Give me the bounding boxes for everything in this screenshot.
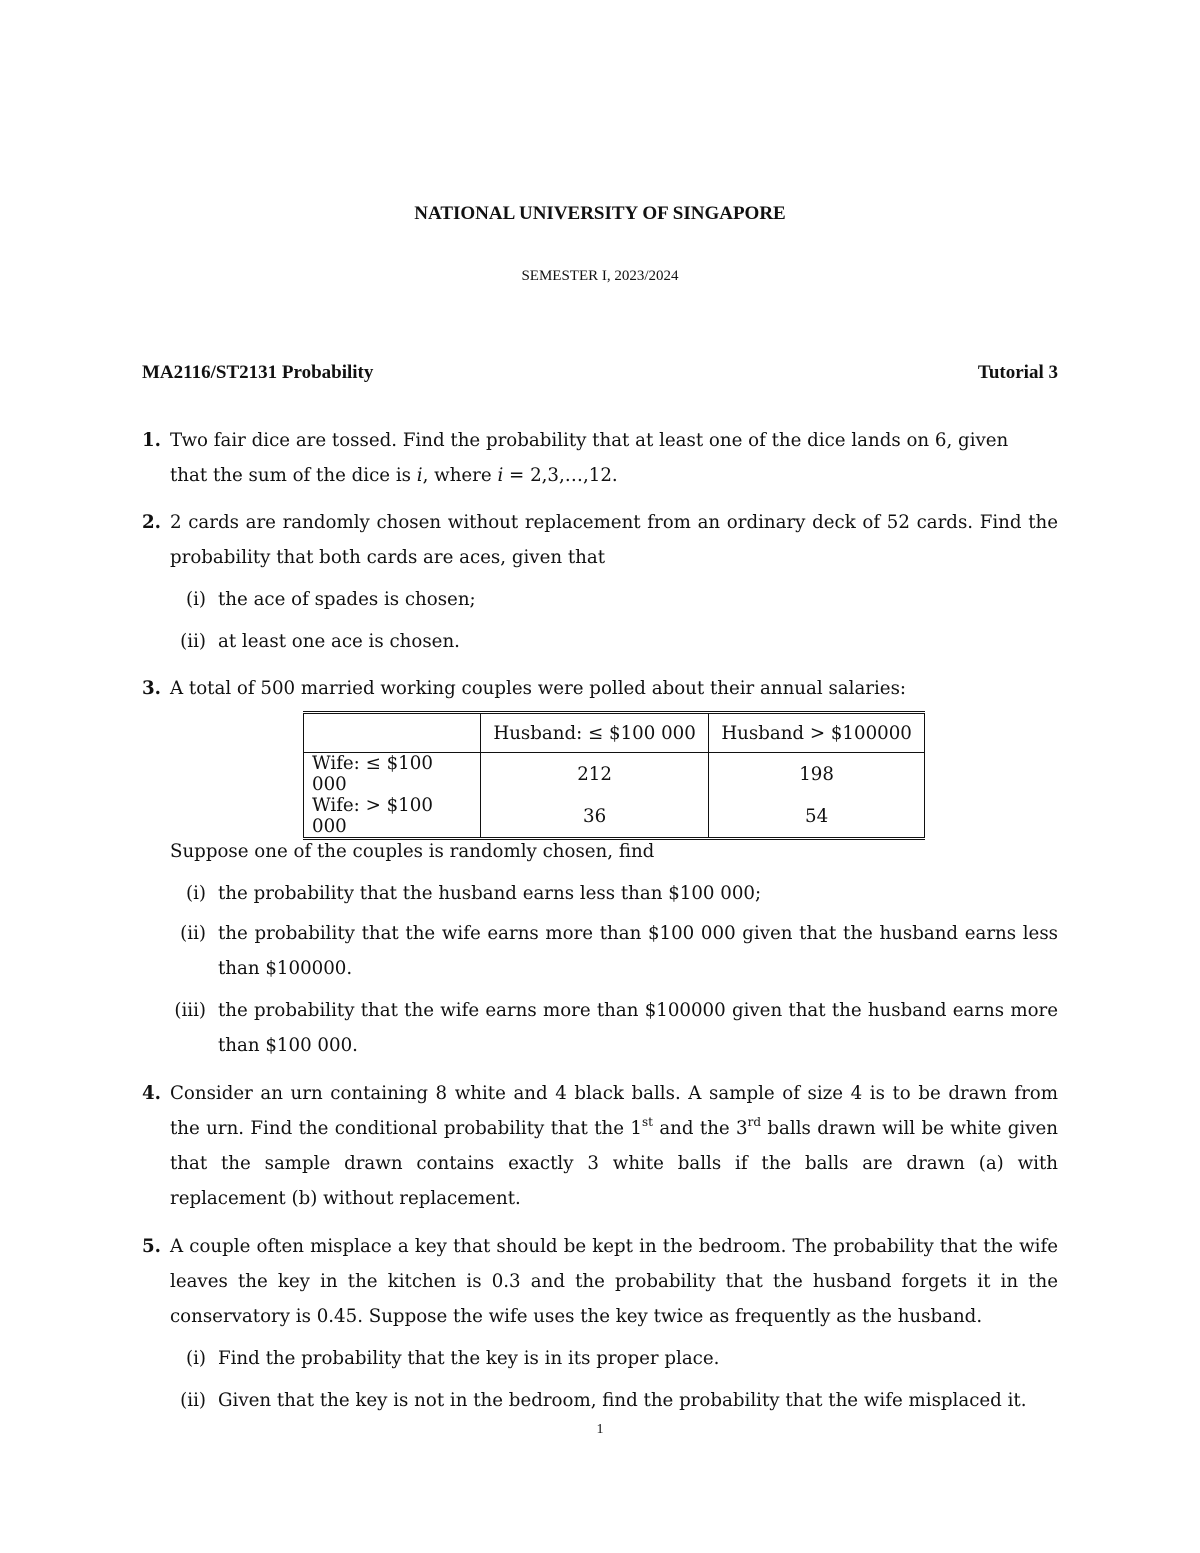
- table-cell: 54: [709, 795, 925, 839]
- part-label: (ii): [180, 1390, 206, 1411]
- part-text: Given that the key is not in the bedroom, find the probability that the wife misplaced it.: [218, 1390, 1027, 1411]
- question-number: 1.: [142, 430, 161, 451]
- table-header-cell: Husband: ≤ $100 000: [481, 713, 709, 753]
- course-header: [142, 362, 1058, 384]
- question-3-part-i: [142, 876, 1058, 911]
- part-text: the probability that the husband earns less than $100 000;: [218, 883, 762, 904]
- question-3: [142, 671, 1058, 706]
- question-line: Two fair dice are tossed. Find the probability that at least one of the dice lands on 6, given: [170, 430, 1009, 451]
- ordinal-suffix: rd: [747, 1114, 762, 1129]
- question-text: [170, 423, 1058, 493]
- part-text: at least one ace is chosen.: [218, 631, 460, 652]
- question-text: [170, 1076, 1058, 1216]
- part-label: (i): [185, 589, 206, 610]
- part-text: the probability that the wife earns more than $100000 given that the husband earns more than $100 000.: [218, 1000, 1058, 1056]
- page-number: 1: [596, 1422, 604, 1437]
- question-text: A total of 500 married working couples were polled about their annual salaries:: [170, 678, 907, 699]
- table-cell: 198: [709, 753, 925, 796]
- question-3-part-ii: [142, 916, 1058, 986]
- question-5-part-ii: [142, 1383, 1058, 1418]
- question-2-part-i: [142, 582, 1058, 617]
- question-text: 2 cards are randomly chosen without replacement from an ordinary deck of 52 cards. Find the probability that both cards are aces, given that: [170, 512, 1058, 568]
- question-line: = 2,3,…,12.: [503, 465, 618, 486]
- table-header-row: [304, 713, 925, 753]
- question-text-part: balls drawn will be white given that the sample drawn contains exactly 3 white balls if the balls are drawn (a) with replacement (b) without replacement.: [170, 1118, 1058, 1209]
- question-text-part: Consider an urn containing 8 white and 4 black balls. A sample of size 4 is to be drawn from the urn. Find the conditional probability that the 1: [170, 1083, 1058, 1139]
- question-text: A couple often misplace a key that should be kept in the bedroom. The probability that the wife leaves the key in the kitchen is 0.3 and the probability that the husband forgets it in the conservatory is 0.45. Suppose the wife uses the key twice as frequently as the husband.: [170, 1236, 1058, 1327]
- table-header-cell: [304, 713, 481, 753]
- question-number: 5.: [142, 1236, 161, 1257]
- question-text-part: and the 3: [652, 1118, 748, 1139]
- part-label: (i): [185, 883, 206, 904]
- question-5: [142, 1229, 1058, 1334]
- course-title: MA2116/ST2131 Probability: [142, 362, 374, 383]
- part-label: (i): [185, 1348, 206, 1369]
- table-cell: 212: [481, 753, 709, 796]
- tutorial-label: Tutorial 3: [977, 362, 1058, 383]
- question-line: that the sum of the dice is: [170, 465, 417, 486]
- question-number: 2.: [142, 512, 161, 533]
- question-line: , where: [422, 465, 498, 486]
- part-label: (ii): [180, 923, 206, 944]
- part-text: the ace of spades is chosen;: [218, 589, 476, 610]
- question-2: [142, 505, 1058, 575]
- question-number: 3.: [142, 678, 161, 699]
- part-label: (iii): [174, 1000, 206, 1021]
- math-variable: i: [497, 465, 504, 486]
- question-2-part-ii: [142, 624, 1058, 659]
- part-label: (ii): [180, 631, 206, 652]
- part-text: the probability that the wife earns more than $100 000 given that the husband earns less than $100000.: [218, 923, 1058, 979]
- table-row: [304, 753, 925, 796]
- table-header-cell: Husband > $100000: [709, 713, 925, 753]
- part-text: Find the probability that the key is in its proper place.: [218, 1348, 720, 1369]
- table-row: [304, 795, 925, 839]
- question-4: [142, 1076, 1058, 1216]
- table-row-label: Wife: > $100 000: [304, 795, 481, 839]
- table-row-label: Wife: ≤ $100 000: [304, 753, 481, 796]
- question-3-intro: Suppose one of the couples is randomly chosen, find: [170, 841, 655, 862]
- table-cell: 36: [481, 795, 709, 839]
- ordinal-suffix: st: [641, 1114, 653, 1129]
- salary-table: [303, 711, 925, 840]
- question-5-part-i: [142, 1341, 1058, 1376]
- question-number: 4.: [142, 1083, 161, 1104]
- question-1: [142, 423, 1058, 493]
- question-3-part-iii: [142, 993, 1058, 1063]
- math-variable: i: [416, 465, 423, 486]
- semester-label: SEMESTER I, 2023/2024: [521, 268, 679, 284]
- university-heading: NATIONAL UNIVERSITY OF SINGAPORE: [414, 203, 786, 224]
